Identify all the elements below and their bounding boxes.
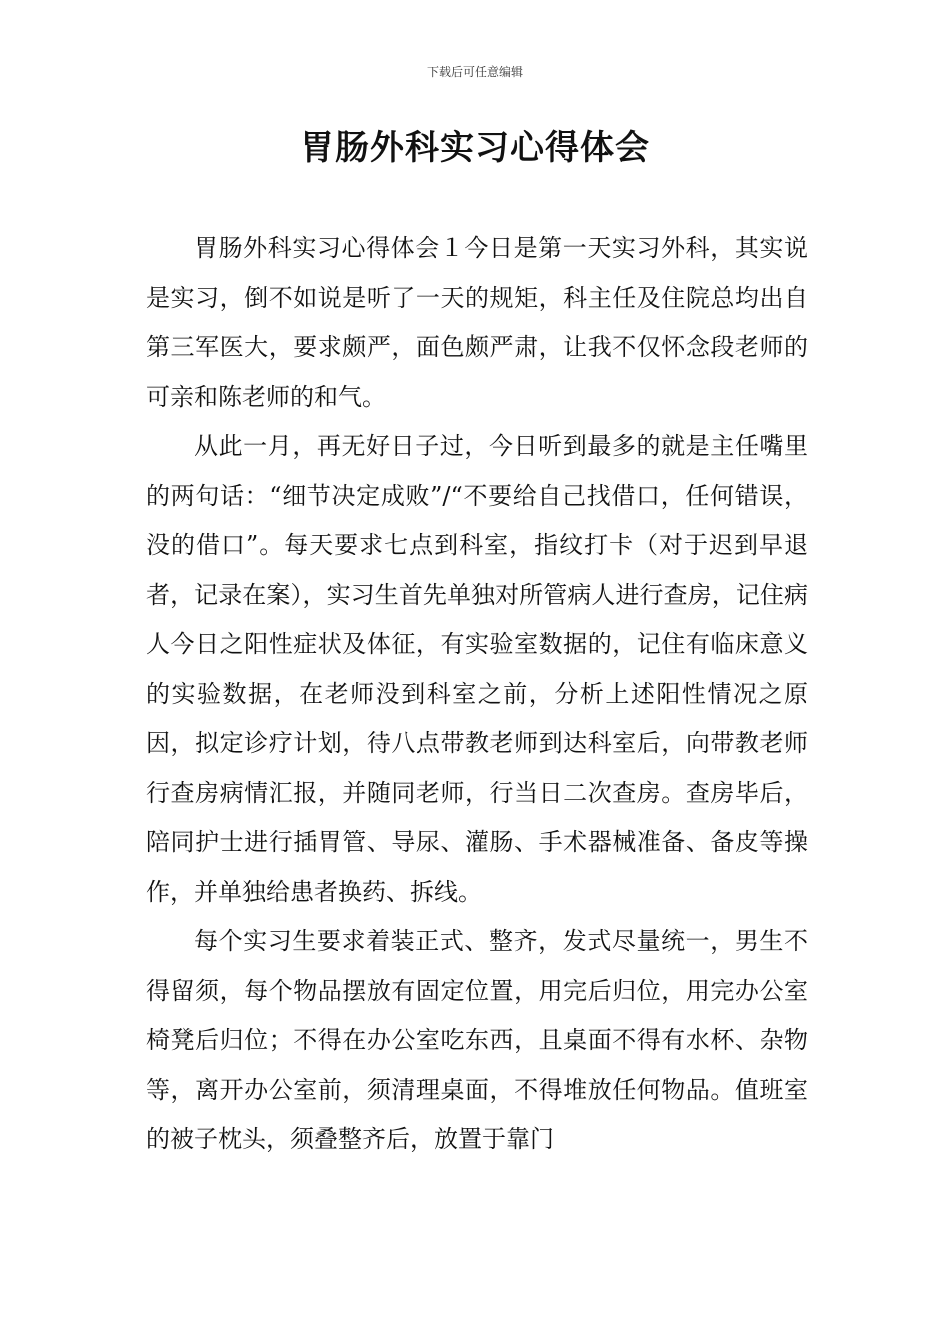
paragraph-2: 从此一月，再无好日子过，今日听到最多的就是主任嘴里的两句话：“细节决定成败”/“不要给自己找借口，任何错误，没的借口”。每天要求七点到科室，指纹打卡（对于迟到早退者，记录在案），实习生首先单独对所管病人进行查房，记住病人今日之阳性症状及体征，有实验室数据的，记住有临床意义的实验数据，在老师没到科室之前，分析上述阳性情况之原因，拟定诊疗计划，待八点带教老师到达科室后，向带教老师行查房病情汇报，并随同老师，行当日二次查房。查房毕后，陪同护士进行插胃管、导尿、灌肠、手术器械准备、备皮等操作，并单独给患者换药、拆线。: [146, 432, 808, 906]
paragraph-3: 每个实习生要求着装正式、整齐，发式尽量统一，男生不得留须，每个物品摆放有固定位置，用完后归位，用完办公室椅凳后归位；不得在办公室吃东西，且桌面不得有水杯、杂物等，离开办公室前，须清理桌面，不得堆放任何物品。值班室的被子枕头，须叠整齐后，放置于靠门: [146, 927, 808, 1153]
document-title: 胃肠外科实习心得体会: [300, 128, 650, 168]
document-body: [146, 224, 808, 1165]
paragraph-1: 胃肠外科实习心得体会１今日是第一天实习外科，其实说是实习，倒不如说是听了一天的规矩，科主任及住院总均出自第三军医大，要求颇严，面色颇严肃，让我不仅怀念段老师的可亲和陈老师的和气。: [146, 234, 808, 411]
header-note: 下载后可任意编辑: [426, 65, 523, 79]
